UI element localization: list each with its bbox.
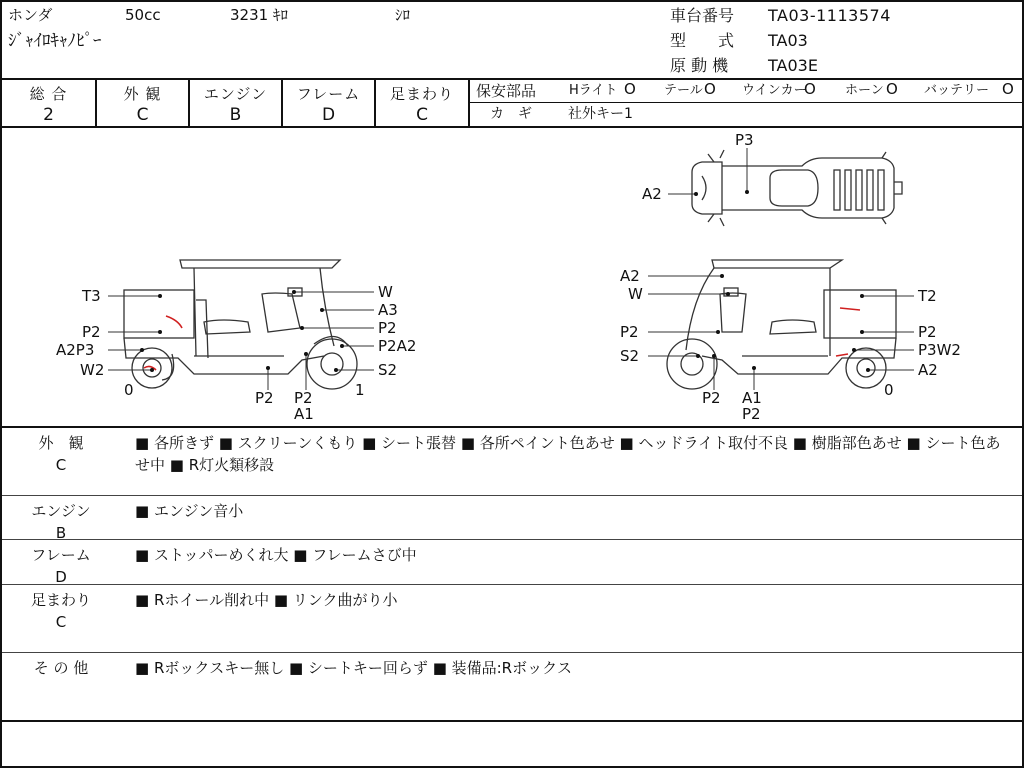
grade-value: D bbox=[321, 105, 336, 125]
diagram-label: P3 bbox=[735, 131, 754, 149]
type-label: 型 式 bbox=[670, 31, 735, 50]
diagram-label: A1 bbox=[742, 389, 762, 407]
frame-no: TA03-1113574 bbox=[768, 6, 891, 25]
safety-item: バッテリー bbox=[924, 83, 990, 98]
section-text: ■ ストッパーめくれ大 ■ フレームさび中 bbox=[135, 546, 417, 564]
grade-label: 総 合 bbox=[29, 85, 68, 103]
diagram-label: S2 bbox=[620, 347, 640, 365]
mileage: 3231 ｷﾛ bbox=[230, 6, 288, 24]
diagram-label: 0 bbox=[124, 381, 134, 399]
displacement: 50cc bbox=[125, 6, 161, 24]
section-text: ■ Rボックスキー無し ■ シートキー回らず ■ 装備品:Rボックス bbox=[135, 659, 572, 677]
frame-no-label: 車台番号 bbox=[670, 6, 735, 25]
grade-cell-frame bbox=[283, 80, 376, 128]
key-value: 社外キー1 bbox=[568, 106, 633, 122]
diagram-label: P2 bbox=[378, 319, 397, 337]
grade-label: フレーム bbox=[296, 85, 361, 103]
diagram-label: S2 bbox=[378, 361, 398, 379]
safety-item: テール bbox=[664, 83, 703, 98]
diagram-label: P3W2 bbox=[918, 341, 961, 359]
diagram-label: P2 bbox=[620, 323, 639, 341]
diagram-label: P2 bbox=[918, 323, 937, 341]
diagram-label: P2A2 bbox=[378, 337, 417, 355]
circle-mark-icon: O bbox=[1002, 80, 1014, 98]
grade-value: C bbox=[416, 105, 428, 125]
section-text: ■ エンジン音小 bbox=[135, 502, 244, 520]
section-grade: C bbox=[55, 456, 67, 474]
diagram-label: W bbox=[378, 283, 393, 301]
section-frame bbox=[2, 540, 1024, 585]
section-text: ■ Rホイール削れ中 ■ リンク曲がり小 bbox=[135, 591, 398, 609]
engine-value: TA03E bbox=[768, 56, 818, 75]
diagram-label: P2 bbox=[294, 389, 313, 407]
diagram-label: T2 bbox=[918, 287, 937, 305]
section-label: 足まわり C bbox=[6, 589, 116, 633]
diagram-label: P2 bbox=[702, 389, 721, 407]
circle-mark-icon: O bbox=[804, 80, 816, 98]
diagram-label: P2 bbox=[82, 323, 101, 341]
grade-cell-exterior bbox=[97, 80, 190, 128]
grade-label: 外 観 bbox=[123, 85, 162, 103]
safety-label: 保安部品 bbox=[476, 82, 537, 100]
diagram-label: W bbox=[628, 285, 643, 303]
left-side-view-drawing bbox=[124, 260, 357, 389]
diagram-label: P2 bbox=[255, 389, 274, 407]
safety-item: ホーン bbox=[845, 83, 884, 98]
section-text: ■ 各所きず ■ スクリーンくもり ■ シート張替 ■ 各所ペイント色あせ ■ ヘッドライト取付不良 ■ 樹脂部色あせ ■ シート色あせ中 ■ R灯火類移設 bbox=[135, 434, 1001, 474]
diagram-label: A2P3 bbox=[56, 341, 95, 359]
diagram-label: W2 bbox=[80, 361, 105, 379]
diagram-label: A1 bbox=[294, 405, 314, 423]
diagram-label: A3 bbox=[378, 301, 398, 319]
diagram-label: 1 bbox=[355, 381, 365, 399]
color: ｼﾛ bbox=[395, 6, 411, 24]
grade-cell-suspension bbox=[376, 80, 470, 128]
diagram-label: 0 bbox=[884, 381, 894, 399]
grade-value: C bbox=[136, 105, 149, 125]
section-exterior bbox=[2, 426, 1024, 496]
section-label: 外 観 C bbox=[6, 432, 116, 476]
model-name: ｼﾞｬｲﾛｷｬﾉﾋﾟｰ bbox=[8, 31, 102, 51]
section-other bbox=[2, 653, 1024, 722]
circle-mark-icon: O bbox=[886, 80, 898, 98]
circle-mark-icon: O bbox=[624, 80, 636, 98]
top-view-drawing bbox=[692, 150, 902, 226]
section-label: エンジン B bbox=[6, 500, 116, 544]
section-label: フレーム D bbox=[6, 544, 116, 588]
diagram-label: A2 bbox=[918, 361, 938, 379]
grade-cell-overall bbox=[2, 80, 97, 128]
vehicle-header bbox=[2, 2, 1024, 80]
safety-item: Hライト bbox=[569, 83, 618, 98]
section-grade: D bbox=[55, 568, 67, 586]
section-label: そ の 他 bbox=[33, 659, 89, 677]
diagram-label: A2 bbox=[642, 185, 662, 203]
key-label: カ ギ bbox=[490, 106, 532, 122]
section-engine bbox=[2, 496, 1024, 540]
maker: ホンダ bbox=[8, 6, 53, 24]
grade-label: 足まわり bbox=[389, 85, 454, 103]
type-value: TA03 bbox=[768, 31, 808, 50]
grade-label: エンジン bbox=[203, 85, 268, 103]
safety-item: ウインカー bbox=[742, 83, 807, 98]
damage-diagram bbox=[2, 128, 1024, 426]
grade-cell-engine bbox=[190, 80, 283, 128]
grade-value: B bbox=[229, 105, 242, 125]
grade-row bbox=[2, 80, 1024, 128]
right-side-view-drawing bbox=[667, 260, 896, 389]
section-grade: C bbox=[55, 613, 67, 631]
grade-value: 2 bbox=[43, 105, 54, 125]
diagram-label: A2 bbox=[620, 267, 640, 285]
section-suspension bbox=[2, 585, 1024, 653]
section-grade: B bbox=[55, 524, 67, 542]
diagram-label: P2 bbox=[742, 405, 761, 423]
safety-divider bbox=[470, 102, 1024, 103]
circle-mark-icon: O bbox=[704, 80, 716, 98]
engine-label: 原 動 機 bbox=[670, 56, 729, 75]
diagram-label: T3 bbox=[82, 287, 101, 305]
